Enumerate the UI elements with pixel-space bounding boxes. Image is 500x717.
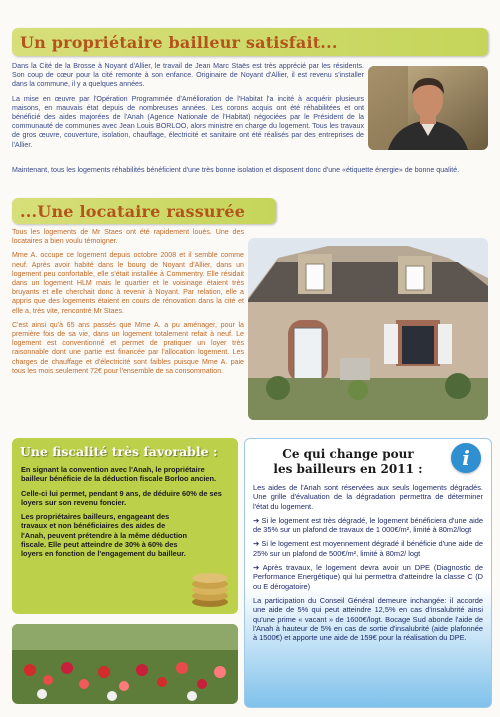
changes-paragraph: ➔ Après travaux, le logement devra avoir un DPE (Diagnostic de Performance Energétique) qui lui permettra d'atteindre la classe C (D ou E dérogatoire) — [253, 563, 483, 591]
fiscal-title: Une fiscalité très favorable : — [20, 444, 218, 459]
changes-paragraph: Les aides de l'Anah sont réservées aux seuls logements dégradés. Une grille d'évaluation de la dégradation permettra de déterminer l'état du logement. — [253, 483, 483, 511]
section2-paragraph: Tous les logements de Mr Staes ont été rapidement loués. Une des locataires a bien voulu témoigner. — [12, 228, 244, 246]
fiscal-text — [21, 465, 228, 564]
changes-paragraph: La participation du Conseil Général demeure inchangée: il accorde une aide de 5% qui peut atteindre 12,5% en cas d'insalubrité ainsi qu'une prime « vacant » de 1600€/logt. Bocage Sud abonde l'aide de l'Anah à hauteur de 5% en cas de sortie d'insalubrité (aide plafonnée à 1500€) et apporte une aide de 159€ pour la réalisation du DPE. — [253, 595, 483, 643]
section1-conclusion — [12, 166, 490, 180]
changes-title-line1: Ce qui change pour — [282, 447, 414, 461]
fiscal-paragraph: Les propriétaires bailleurs, engageant des travaux et non bénéficiaires des aides de l'Anah, peuvent prétendre à la même déduction fiscale. Elle peut atteindre de 30% à 60% des loyers en fonction de l'engagement du bailleur. — [21, 512, 188, 559]
info-icon-glyph: i — [462, 446, 470, 470]
info-icon — [451, 443, 481, 473]
section2-text — [12, 228, 244, 381]
house-photo — [248, 238, 488, 420]
changes-box — [244, 438, 492, 708]
section1-text — [12, 62, 364, 155]
section1-paragraph: Dans la Cité de la Brosse à Noyant d'Allier, le travail de Jean Marc Staës est très apprécié par les résidents. Son coup de cœur pour la cité remonte à son enfance. Originaire de Noyant d'Allier, il est revenu s'installer dans la commune, il y a quelques années. — [12, 62, 364, 89]
fiscal-paragraph: Celle-ci lui permet, pendant 9 ans, de déduire 60% de ses loyers sur son revenu foncier. — [21, 488, 222, 507]
section2-banner — [12, 198, 276, 224]
owner-portrait-photo — [368, 66, 488, 150]
fiscal-box — [12, 438, 238, 614]
section1-title: Un propriétaire bailleur satisfait... — [20, 33, 338, 52]
fiscal-paragraph: En signant la convention avec l'Anah, le propriétaire bailleur bénéficie de la déduction fiscale Borloo ancien. — [21, 465, 217, 484]
flowers-photo — [12, 624, 238, 704]
section1-paragraph: Maintenant, tous les logements réhabilités bénéficient d'une très bonne isolation et disposent donc d'une «étiquette énergie» de bonne qualité. — [12, 166, 460, 174]
changes-title — [253, 447, 443, 477]
changes-text — [253, 483, 483, 647]
section2-paragraph: C'est ainsi qu'à 65 ans passés que Mme A. a pu aménager, pour la première fois de sa vie, dans un logement totalement refait à neuf. Le logement est conventionné et permet de pratiquer un loyer très raisonnable dont une partie est financée par l'allocation logement. Les charges de chauffage et d'électricité sont faibles puisque Mme A. paie tous les mois seulement 72€ pour l'ensemble de sa consommation. — [12, 320, 244, 375]
coins-image — [188, 558, 232, 608]
section1-paragraph: La mise en œuvre par l'Opération Programmée d'Amélioration de l'Habitat l'a incité à acquérir plusieurs maisons, en mauvais état depuis de nombreuses années. Les corons acquis ont été réhabilitées et ont bénéficié des aides majorées de l'Anah (Agence Nationale de l'Habitat) négociées par le Président de la communauté de communes avec Jean Louis BORLOO, alors ministre en charge du logement. Tous les travaux de gros œuvre, couverture, isolation, chauffage, électricité et sanitaire ont été réalisés par des entreprises de l'Allier. — [12, 94, 364, 149]
section2-title: ...Une locataire rassurée — [20, 202, 246, 221]
changes-title-line2: les bailleurs en 2011 : — [273, 462, 423, 476]
changes-paragraph: ➔ Si le logement est moyennement dégradé il bénéficie d'une aide de 25% sur un plafond de 500€/m², limité à 80m2/ logt — [253, 539, 483, 558]
changes-paragraph: ➔ Si le logement est très dégradé, le logement bénéficiera d'une aide de 35% sur un plafond de travaux de 1 000€/m², limité à 80m2/logt — [253, 515, 483, 535]
section1-banner — [12, 28, 488, 56]
section2-paragraph: Mme A. occupe ce logement depuis octobre 2008 et il semble comme neuf. Après avoir habité dans le bourg de Noyant d'Allier, dans un logement peu confortable, elle s'était installée à Commentry. Elle résidait dans un logement HLM mais le quartier et le voisinage étaient très bruyants et elle cherchait donc à revenir à Noyant. Par relation, elle a appris que des logements étaient en cours de rénovation dans la cité et elle a, très vite, rencontré Mr Staes. — [12, 251, 244, 315]
